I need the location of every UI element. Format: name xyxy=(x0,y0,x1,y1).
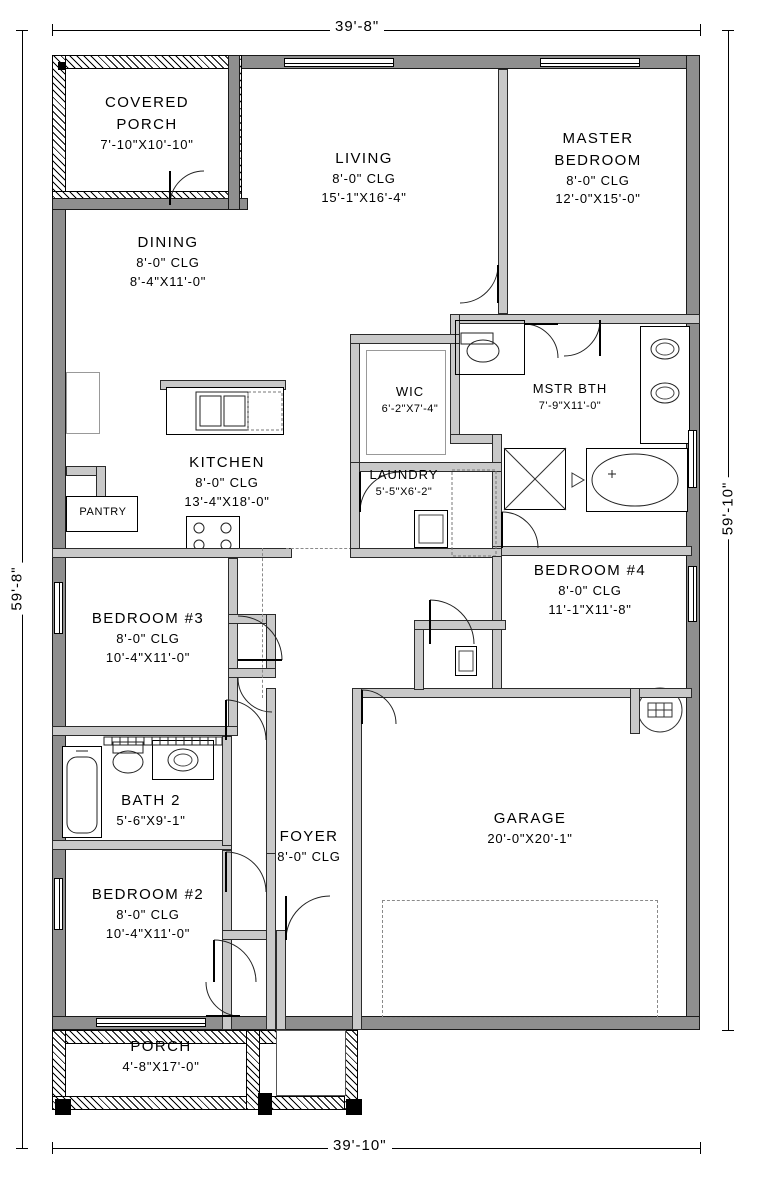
pantry-label: PANTRY xyxy=(79,506,127,518)
interior-wall-garage-niche2 xyxy=(630,688,640,734)
room-label-bedroom-2: BEDROOM #2 8'-0" CLG 10'-4"X11'-0" xyxy=(91,886,205,941)
dimension-top-label: 39'-8" xyxy=(330,18,384,35)
interior-wall-dining-top xyxy=(52,198,248,210)
master-bathtub xyxy=(586,448,688,512)
porch-column-right xyxy=(346,1099,362,1115)
interior-wall-mstrbth-b xyxy=(492,434,502,556)
covered-porch-hatch-left xyxy=(52,55,66,205)
entry-stoop xyxy=(276,1030,346,1096)
interior-wall-kitchen-bottom xyxy=(52,548,292,558)
interior-wall-living-master xyxy=(498,69,508,314)
room-label-garage: GARAGE 20'-0"X20'-1" xyxy=(487,810,573,846)
exterior-wall-right xyxy=(686,55,700,1030)
front-porch-hatch-right xyxy=(344,1030,358,1110)
interior-wall-wic-top xyxy=(350,334,460,344)
room-label-master-bath: MSTR BTH 7'-9"X11'-0" xyxy=(532,381,608,412)
dimension-left-label: 59'-8" xyxy=(9,562,26,614)
room-label-covered-porch: COVERED PORCH 7'-10"X10'-10" xyxy=(100,94,194,152)
room-label-foyer: FOYER 8'-0" CLG xyxy=(277,828,341,864)
window-bedroom3 xyxy=(54,582,63,634)
window-living-1 xyxy=(284,58,394,67)
interior-wall-closet4-top xyxy=(414,620,506,630)
room-label-wic: WIC 6'-2"X7'-4" xyxy=(381,384,439,415)
room-label-bedroom-4: BEDROOM #4 8'-0" CLG 11'-1"X11'-8" xyxy=(533,562,647,617)
porch-column-left xyxy=(55,1099,71,1115)
interior-wall-wic-left xyxy=(350,334,360,469)
room-label-bath-2: BATH 2 5'-6"X9'-1" xyxy=(116,792,186,828)
interior-wall-mstrbth-bottom xyxy=(492,546,692,556)
window-master-bath xyxy=(688,430,697,488)
dimension-bottom-label: 39'-10" xyxy=(328,1137,392,1154)
window-bedroom2-front xyxy=(96,1018,206,1027)
dimension-tick xyxy=(16,1148,28,1149)
porch-column-mid xyxy=(258,1093,272,1115)
room-label-porch: PORCH 4'-8"X17'-0" xyxy=(122,1038,200,1074)
dimension-tick xyxy=(52,1142,53,1154)
interior-wall-bath2-right xyxy=(222,736,232,846)
dimension-tick xyxy=(52,24,53,36)
interior-wall-foyer-right xyxy=(266,850,276,1030)
interior-wall-foyer-right2 xyxy=(276,930,286,1030)
interior-wall-closet4-left xyxy=(414,620,424,690)
opening-dashed-kitchen xyxy=(286,548,352,552)
interior-wall-bedroom3-right xyxy=(228,558,238,736)
kitchen-counter xyxy=(166,387,284,435)
interior-wall-closet3-bottom xyxy=(228,668,276,678)
room-label-bedroom-3: BEDROOM #3 8'-0" CLG 10'-4"X11'-0" xyxy=(91,610,205,665)
bath2-vanity xyxy=(152,740,214,780)
master-wc-area xyxy=(455,320,525,375)
hall-dashed-line xyxy=(262,548,266,698)
dining-nook xyxy=(66,372,100,434)
interior-wall-bath2-bottom xyxy=(52,840,232,850)
window-master-1 xyxy=(540,58,640,67)
dimension-tick xyxy=(16,30,28,31)
master-shower xyxy=(504,448,566,510)
room-label-living: LIVING 8'-0" CLG 15'-1"X16'-4" xyxy=(321,150,407,205)
master-vanity-counter xyxy=(640,326,690,444)
window-bedroom4 xyxy=(688,566,697,622)
interior-wall-bedroom3-bottom xyxy=(52,726,238,736)
room-label-kitchen: KITCHEN 8'-0" CLG 13'-4"X18'-0" xyxy=(184,454,270,509)
front-porch-hatch-bottom xyxy=(52,1096,358,1110)
laundry-washer xyxy=(414,510,448,548)
room-label-master-bedroom: MASTER BEDROOM 8'-0" CLG 12'-0"X15'-0" xyxy=(554,130,642,207)
interior-wall-porch-right xyxy=(228,55,240,210)
dimension-tick xyxy=(700,24,701,36)
water-heater xyxy=(455,646,477,676)
window-bedroom2 xyxy=(54,878,63,930)
dimension-right-label: 59'-10" xyxy=(719,478,736,540)
dimension-tick xyxy=(722,30,734,31)
porch-column xyxy=(58,62,66,70)
room-label-dining: DINING 8'-0" CLG 8'-4"X11'-0" xyxy=(129,234,207,289)
room-label-laundry: LAUNDRY 5'-5"X6'-2" xyxy=(369,467,439,498)
covered-porch-hatch-top xyxy=(52,55,242,69)
dimension-tick xyxy=(700,1142,701,1154)
garage-slab-outline xyxy=(382,900,658,1018)
dimension-tick xyxy=(722,1030,734,1031)
interior-wall-laundry-bottom xyxy=(350,548,502,558)
interior-wall-closet3-right xyxy=(266,614,276,676)
